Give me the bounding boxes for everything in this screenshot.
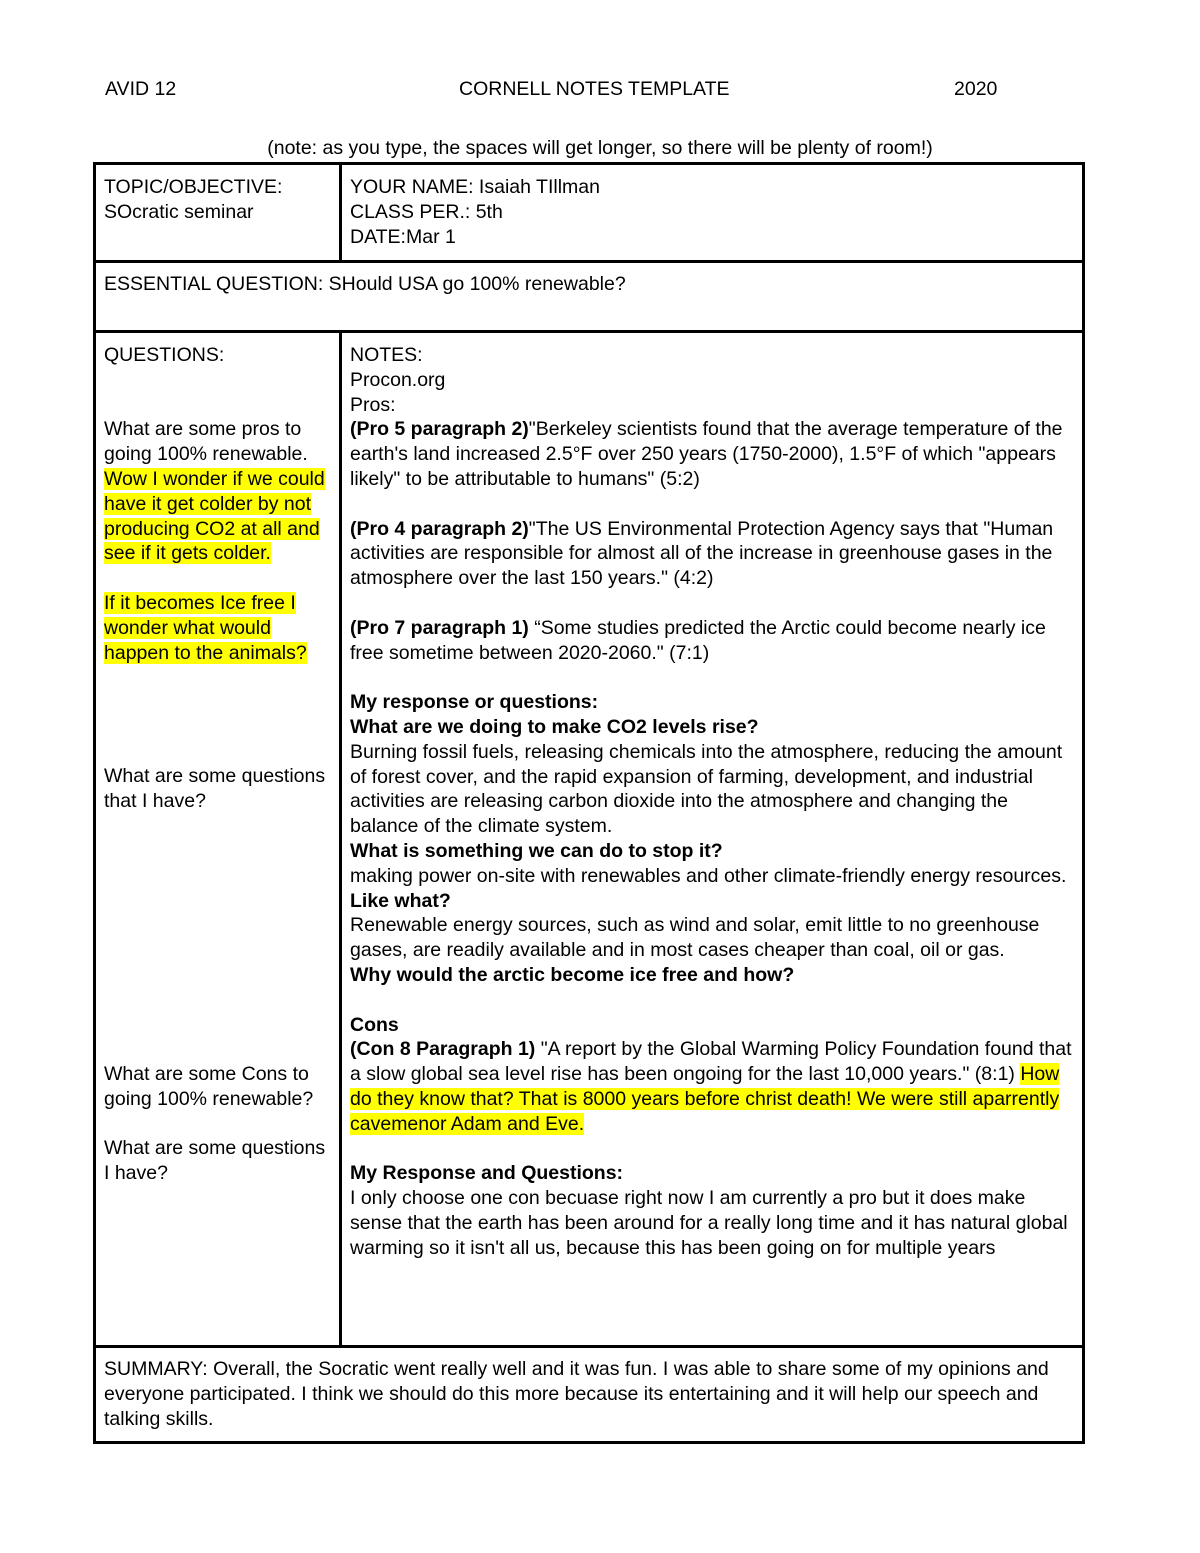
response2-label: My Response and Questions:: [350, 1162, 624, 1185]
question-own-2: What are some questions I have?: [104, 1137, 326, 1185]
question-pros: What are some pros to going 100% renewable.: [104, 418, 308, 466]
topic-cell: [104, 175, 332, 225]
response-question-3: Like what?: [350, 889, 451, 912]
response-question-2: What is something we can do to stop it?: [350, 839, 723, 862]
header-course: AVID 12: [105, 78, 177, 100]
response2-text: I only choose one con becuase right now I am currently a pro but it does make sense that the earth has been around for a really long time and it has natural global warming so it isn't all us, because this has been going on for multiple years: [350, 1187, 1068, 1259]
pro5-text: "Berkeley scientists found that the average temperature of the earth's land increased 2.5°F over 250 years (1750-2000), 1.5°F of which "appears likely" to be attributable to humans" (5:2): [350, 418, 1063, 490]
student-name: YOUR NAME: Isaiah TIllman: [350, 176, 600, 198]
notes-source: Procon.org: [350, 368, 446, 391]
class-period: CLASS PER.: 5th: [350, 200, 503, 223]
response-question-1: What are we doing to make CO2 levels rise?: [350, 715, 759, 738]
response-answer-3: Renewable energy sources, such as wind and solar, emit little to no greenhouse gases, are readily available and in most cases cheaper than coal, oil or gas.: [350, 914, 1040, 962]
pro7-text: “Some studies predicted the Arctic could become nearly ice free sometime between 2020-2060." (7:1): [350, 616, 1046, 664]
question-cons: What are some Cons to going 100% renewable?: [104, 1063, 314, 1110]
question-own-block: [104, 764, 332, 814]
pro7-ref: (Pro 7 paragraph 1): [350, 616, 529, 639]
pro4-ref: (Pro 4 paragraph 2): [350, 517, 529, 540]
essential-question: ESSENTIAL QUESTION: SHould USA go 100% renewable?: [104, 273, 626, 295]
question-cons-block: [104, 1062, 332, 1186]
notes-label: NOTES:: [350, 344, 423, 366]
response-question-4: Why would the arctic become ice free and how?: [350, 963, 795, 986]
pros-label: Pros:: [350, 393, 396, 416]
response-label: My response or questions:: [350, 691, 599, 714]
pro4-text: "The US Environmental Protection Agency says that "Human activities are responsible for almost all of the increase in greenhouse gases in the atmosphere over the last 150 years." (4:2): [350, 517, 1054, 590]
date: DATE:Mar 1: [350, 225, 456, 248]
question-own: What are some questions that I have?: [104, 765, 326, 812]
column-divider: [339, 330, 342, 1348]
question-animals-highlight: If it becomes Ice free I wonder what would happen to the animals?: [104, 591, 307, 664]
notes-column: [350, 343, 1072, 1260]
student-info-cell: [350, 175, 1072, 249]
template-note: (note: as you type, the spaces will get longer, so there will be plenty of room!): [267, 137, 933, 159]
con8-ref: (Con 8 Paragraph 1): [350, 1038, 536, 1061]
questions-column: [104, 343, 332, 665]
questions-label: QUESTIONS:: [104, 344, 225, 366]
topic-label: TOPIC/OBJECTIVE:: [104, 176, 283, 198]
pro5-ref: (Pro 5 paragraph 2): [350, 418, 529, 441]
column-divider: [339, 162, 342, 263]
topic-value: SOcratic seminar: [104, 200, 254, 223]
header-title: CORNELL NOTES TEMPLATE: [459, 78, 730, 100]
summary: SUMMARY: Overall, the Socratic went really well and it was fun. I was able to share some of my opinions and everyone participated. I think we should do this more because its entertaining and it will help our speech and talking skills.: [104, 1358, 1049, 1430]
cons-label: Cons: [350, 1013, 399, 1036]
con8-text: "A report by the Global Warming Policy Foundation found that a slow global sea level rise has been ongoing for the last 10,000 years." (8:1): [350, 1038, 1072, 1086]
response-answer-1: Burning fossil fuels, releasing chemicals into the atmosphere, reducing the amount of forest cover, and the rapid expansion of farming, development, and industrial activities are releasing carbon dioxide into the atmosphere and changing the balance of the climate system.: [350, 740, 1063, 838]
question-colder-highlight: Wow I wonder if we could have it get colder by not producing CO2 at all and see if it gets colder.: [104, 467, 325, 565]
response-answer-2: making power on-site with renewables and other climate-friendly energy resources.: [350, 864, 1067, 887]
header-year: 2020: [954, 78, 998, 100]
con8-highlight: How do they know that? That is 8000 years before christ death! We were still aparrently cavemenor Adam and Eve.: [350, 1063, 1060, 1135]
